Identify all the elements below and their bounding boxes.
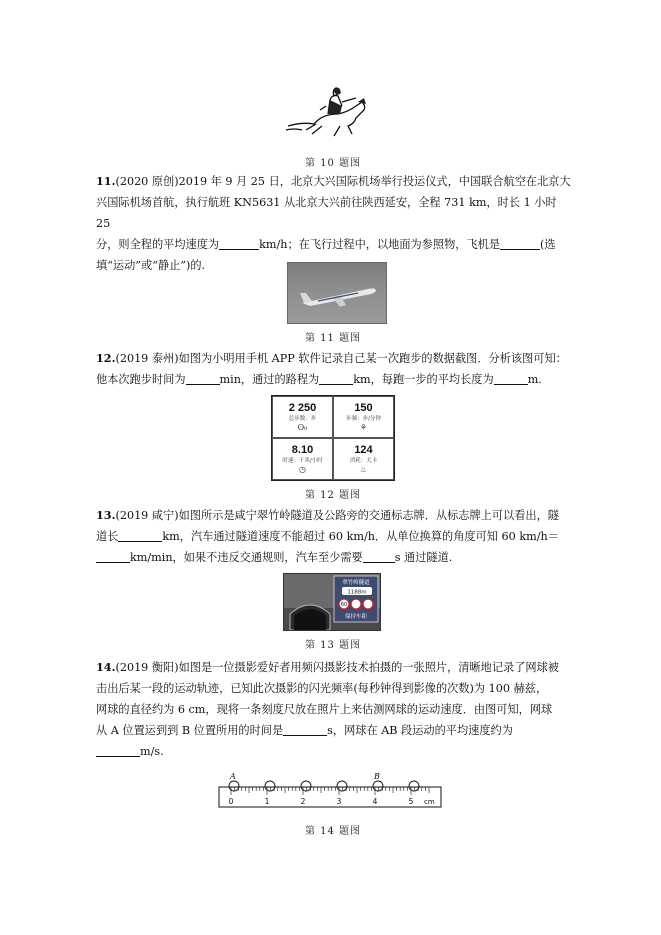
answer-blank-q13-time[interactable] [363, 550, 395, 563]
question-13-line-1: 如图所示是咸宁翠竹岭隧道及公路旁的交通标志牌．从标志牌上可以看出，隧 [178, 509, 559, 522]
question-14-line-4b: s，网球在 AB 段运动的平均速度约为 [327, 724, 513, 737]
question-14-source: (2019 衡阳) [115, 661, 179, 674]
calories-value: 124 [354, 444, 373, 456]
total-steps-label: 总步数：步 [288, 416, 317, 422]
answer-blank-q13-conversion[interactable] [96, 550, 130, 563]
question-13-source: (2019 咸宁) [115, 509, 179, 522]
question-14-number: 14. [96, 660, 116, 674]
ruler-label: 0 [228, 797, 234, 806]
tennis-ball-icon [229, 781, 239, 791]
no-overtaking-icon [351, 599, 361, 609]
no-horn-icon [363, 599, 373, 609]
sign-length: 1188m [347, 589, 367, 596]
tennis-ball-icon [337, 781, 347, 791]
question-11-line-4: 填“运动”或“静止”)的. [96, 259, 206, 272]
answer-blank-q12-step-length[interactable] [494, 372, 528, 385]
flame-icon: ♨ [359, 465, 368, 474]
question-12-line-2a: 他本次跑步时间为 [96, 373, 186, 386]
footprint-icon: ʘ₀ [297, 423, 308, 432]
tennis-ball-icon [409, 781, 419, 791]
question-14-line-1: 如图是一位摄影爱好者用频闪摄影技术拍摄的一张照片，清晰地记录了网球被 [178, 661, 559, 674]
question-12-line-1: 如图为小明用手机 APP 软件记录自己某一次跑步的数据截图．分析该图可知： [178, 352, 567, 365]
question-13-line-3b: s 通过隧道. [394, 551, 453, 564]
question-13-line-2a: 道长 [96, 530, 119, 543]
question-12-number: 12. [96, 351, 116, 365]
speed-limit-sign: 60 [340, 602, 348, 608]
total-steps-value: 2 250 [288, 402, 317, 414]
speedometer-icon: ◷ [299, 465, 306, 474]
ruler-label: 1 [264, 797, 270, 806]
figure-12-caption: 第 12 题图 [305, 490, 362, 501]
ruler-label: 5 [408, 797, 414, 806]
figure-10-caption: 第 10 题图 [305, 158, 362, 169]
answer-blank-q12-time[interactable] [186, 372, 220, 385]
running-data-screenshot [271, 395, 395, 481]
tunnel-sign-image [284, 574, 380, 630]
figure-11-caption: 第 11 题图 [305, 333, 362, 344]
question-13-line-3a: km/min，如果不违反交通规则，汽车至少需要 [130, 551, 363, 564]
ruler-ticks [231, 787, 429, 795]
ruler-labels [229, 797, 414, 806]
cadence-value: 150 [354, 402, 373, 414]
tennis-ball-icon [373, 781, 383, 791]
question-11-line-2: 兴国际机场首航，执行航班 KN5631 从北京大兴前往陕西延安，全程 731 km，时长 1 小时 25 [96, 196, 557, 230]
point-b-label: B [374, 772, 380, 781]
ruler-label: 4 [372, 797, 378, 806]
ruler-label: 2 [300, 797, 306, 806]
question-11 [96, 171, 572, 276]
data-cell-calories [333, 438, 394, 480]
sign-bottom: 保持车距 [344, 614, 368, 620]
question-11-line-1: 2019 年 9 月 25 日，北京大兴国际机场举行投运仪式，中国联合航空在北京大 [178, 175, 571, 188]
point-a-label: A [230, 772, 236, 781]
ruler-figure [216, 770, 446, 810]
question-12 [96, 348, 572, 390]
question-12-line-2c: km，每跑一步的平均长度为 [353, 373, 494, 386]
ruler-unit: cm [424, 798, 435, 806]
data-cell-cadence [333, 396, 394, 438]
tunnel-photo [283, 573, 381, 631]
cadence-label: 步频：步/分钟 [346, 416, 381, 422]
answer-blank-q12-distance[interactable] [319, 372, 353, 385]
answer-blank-q13-length[interactable] [118, 529, 162, 542]
question-11-number: 11. [96, 174, 116, 188]
data-cell-total-steps [272, 396, 333, 438]
tennis-ball-icon [265, 781, 275, 791]
question-12-line-2d: m. [527, 373, 542, 386]
question-11-line-3b: km/h；在飞行过程中，以地面为参照物，飞机是 [259, 238, 501, 251]
runner-icon: ⚘ [359, 423, 368, 432]
ruler-label: 3 [336, 797, 342, 806]
question-14-line-2: 击出后某一段的运动轨迹，已知此次摄影的闪光频率(每秒钟得到影像的次数)为 100 赫兹， [96, 682, 548, 695]
airplane-photo [287, 262, 387, 324]
question-13-number: 13. [96, 508, 116, 522]
question-11-line-3a: 分，则全程的平均速度为 [96, 238, 220, 251]
question-14 [96, 657, 572, 762]
answer-blank-q14-speed[interactable] [96, 744, 140, 757]
figure-13-caption: 第 13 题图 [305, 640, 362, 651]
question-11-source: (2020 原创) [115, 175, 179, 188]
horse-rider-illustration [282, 84, 380, 142]
answer-blank-q11-speed[interactable] [219, 237, 259, 250]
question-13 [96, 505, 572, 568]
figure-14-caption: 第 14 题图 [305, 826, 362, 837]
answer-blank-q14-time[interactable] [283, 723, 327, 736]
speed-value: 8.10 [291, 444, 314, 456]
calories-label: 消耗：大卡 [349, 458, 378, 464]
data-cell-speed [272, 438, 333, 480]
answer-blank-q11-motion[interactable] [500, 237, 540, 250]
question-14-line-3: 网球的直径约为 6 cm，现将一条刻度尺放在照片上来估测网球的运动速度．由图可知，网球 [96, 703, 553, 716]
question-12-source: (2019 泰州) [115, 352, 179, 365]
tennis-ball-positions [229, 781, 419, 791]
speed-label: 时速：千米/小时 [282, 458, 323, 464]
question-11-line-3c: (选 [540, 238, 556, 251]
question-12-line-2b: min，通过的路程为 [219, 373, 320, 386]
question-14-line-4a: 从 A 位置运到到 B 位置所用的时间是 [96, 724, 284, 737]
question-13-line-2b: km，汽车通过隧道速度不能超过 60 km/h．从单位换算的角度可知 60 km/h＝ [162, 530, 559, 543]
question-14-line-5: m/s. [140, 745, 164, 758]
tennis-ball-icon [301, 781, 311, 791]
sign-title: 翠竹岭隧道 [342, 580, 370, 586]
airplane-icon [288, 263, 386, 323]
